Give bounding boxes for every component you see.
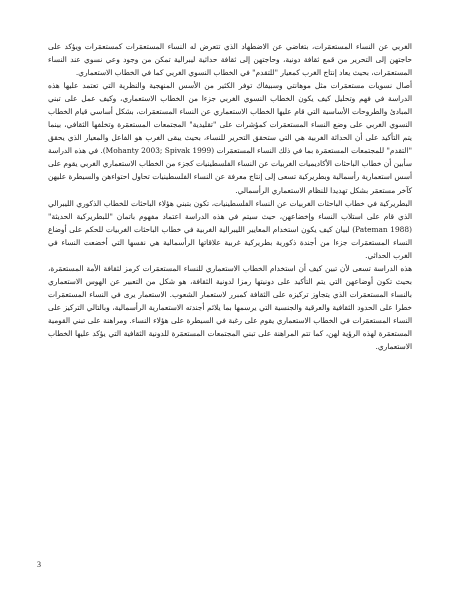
paragraph-4: هذه الدراسة تسعى لأن تبين كيف أن استخدام الخطاب الاستعماري للنساء المستعمَرات كرمز لثقافة الأمة المستعمَرة، بحيث تكون أوضاعهن التي يتم التأكيد على دونيتها رمزا لدونية الثقافة، هو شكل من التعبير عن الهوس الاستعماري بالنساء المستعمَرات الذي يتجاوز تركيزه على الثقافة كمبرر لاستعمار الشعوب. الاستعمار يرى في النساء المستعمَرات خطرا على الحدود الثقافية والعرقية والجنسية التي يرسمها بما يلائم أجندته الاستعمارية الرأسمالية، وبالتالي التركيز على النساء المستعمَرات في الخطاب الاستعماري يقوم على رغبة في السيطرة على هؤلاء النساء. ومراهنة على تبني القومية المستعمَرة لهذه الرؤية لهن، كما تتم المراهنة على تبني المجتمعات المستعمَرة للدونية الثقافية التي يؤكد عليها الخطاب الاستعماري. xyxy=(48,263,412,352)
page-number: 3 xyxy=(37,560,41,569)
paragraph-3: البطريركية في خطاب الباحثات الغربيات عن النساء الفلسطينيات، تكون بتبني هؤلاء الباحثات للخطاب الذكوري الليبرالي الذي قام على استلاب النساء وإخضاعهن، حيث سيتم في هذه الدراسة اعتماد مفهوم باتمان "للبطريركية الحديثة" (Pateman 1988) لبيان كيف يكون استخدام المعايير الليبرالية الغربية في خطاب الباحثات الغربيات للحكم على أوضاع النساء المستعمَرات جزءا من أجندة ذكورية بطريركية غربية علاقاتها الرأسمالية هي نفسها التي أخضعت النساء في الغرب الحداثي. xyxy=(48,198,412,260)
paragraph-1: الغربي عن النساء المستعمَرات، بتغاضي عن الاضطهاد الذي تتعرض له النساء المستعمَرات كمستعمَرات ويؤكد على حاجتهن إلى التحرير من قمع ثقافة دونية، وحاجتهن إلى ثقافة حداثية ليبرالية تمكن من وجود وعي نسوي عند النساء المستعمَرات، بحيث يعاد إنتاج الغرب كمعيار "للتقدم" في الخطاب النسوي الغربي كما في الخطاب الاستعماري. xyxy=(48,42,412,78)
paragraph-2: أصال نسويات مستعمَرات مثل موهانتي وسبيفاك توفر الكثير من الأسس المنهجية والنظرية التي تعتمد عليها هذه الدراسة في فهم وتحليل كيف يكون الخطاب النسوي الغربي جزءا من الخطاب الاستعماري، وكيف عمل على تبني المبادئ والطروحات الأساسية التي قام عليها الخطاب الاستعماري عن النساء المستعمَرات، بشكل أساسي قيام الخطاب النسوي الغربي على وضع النساء المستعمَرات كمؤشرات على "تقليدية" المجتمعات المستعمَرة وتخلفها الثقافي، بينما يتم التأكيد على أن الحداثة الغربية هي التي ستحقق التحرير للنساء، بحيث يبقى الغرب هو الفاعل والمعيار الذي يحقق "التقدم" للمجتمعات المستعمَرة بما في ذلك النساء المستعمَرات (Mohanty 2003; Spivak 1999). في هذه الدراسة سأبين أن خطاب الباحثات الأكاديميات الغربيات عن النساء الفلسطينيات كجزء من الخطاب الاستعماري الغربي يقوم على أسس استعمارية رأسمالية وبطريركية تسعى إلى إنتاج معرفة عن النساء الفلسطينيات تحاول احتواءهن والسيطرة عليهن كآخر مستعمَر بشكل تهديدا للنظام الاستعماري الرأسمالي. xyxy=(48,81,412,195)
body-text xyxy=(48,40,412,353)
